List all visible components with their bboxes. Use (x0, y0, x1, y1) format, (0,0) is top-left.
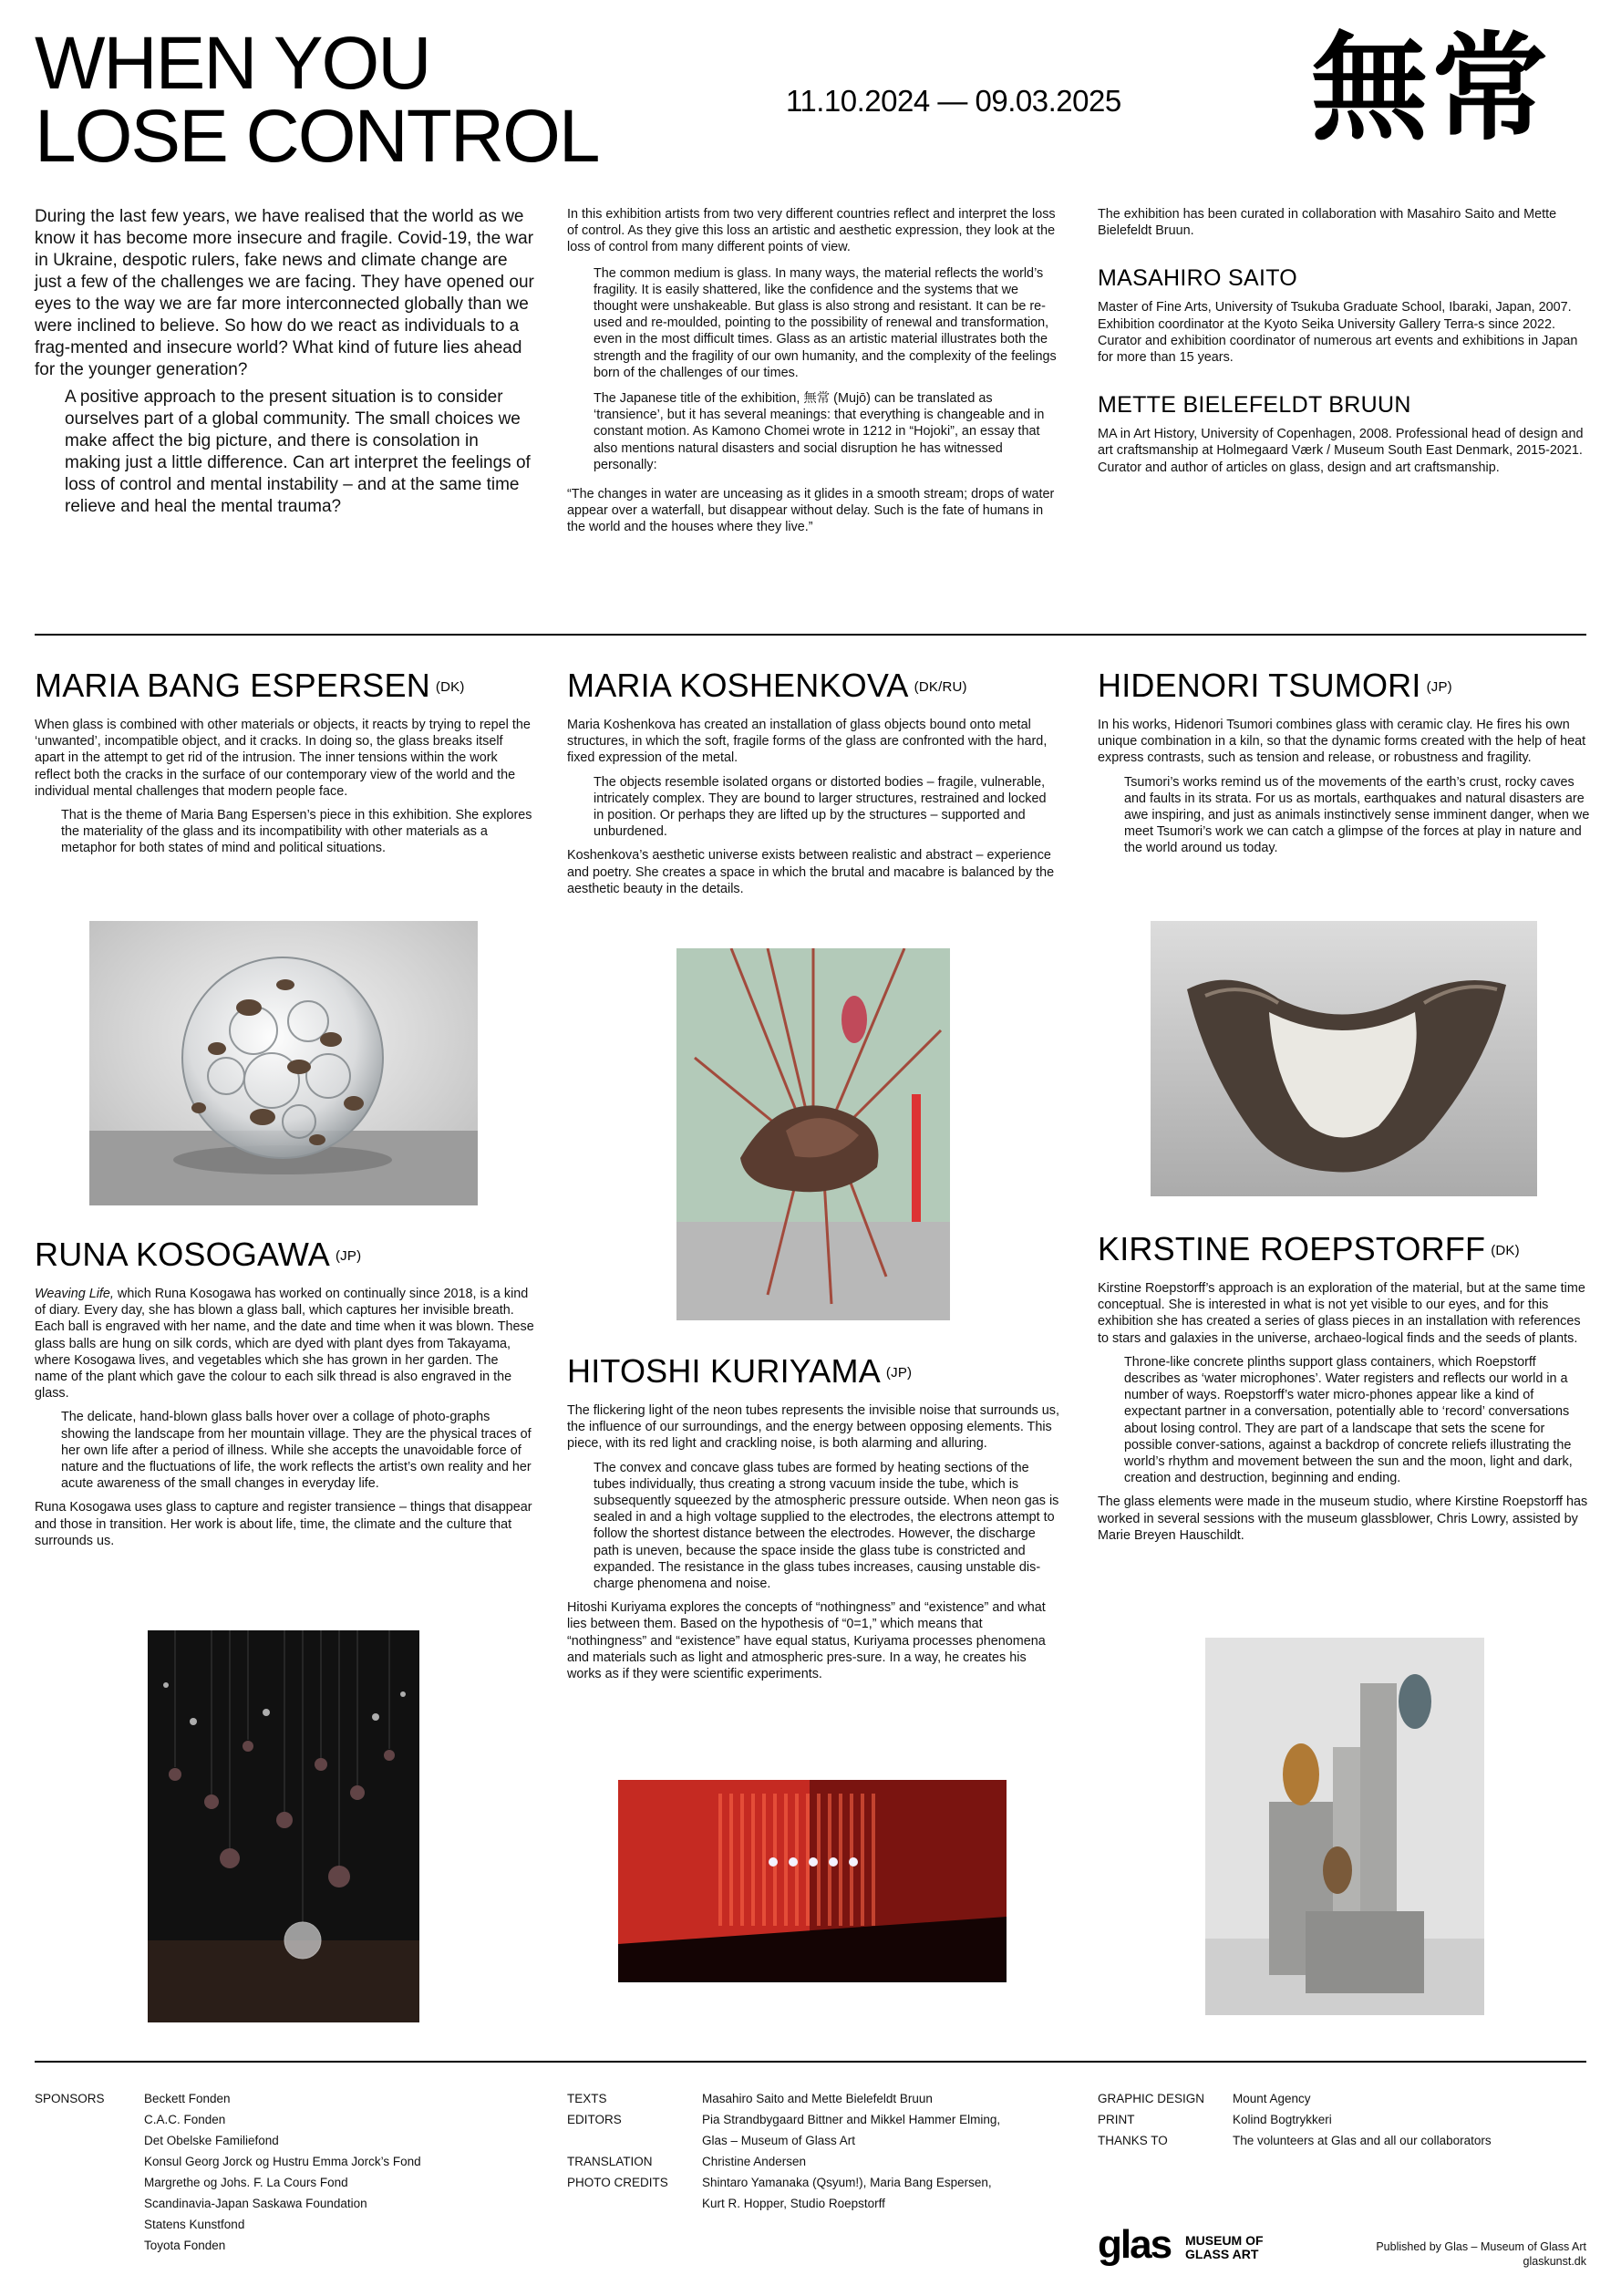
artist-roepstorff-heading (1098, 1231, 1590, 1267)
artist-kosogawa-paragraph-3: Runa Kosogawa uses glass to capture and register transience – things that disappear and those in transition. Her work is about life, time, the climate and the culture that surrounds us. (35, 1500, 532, 1548)
published-by: Published by Glas – Museum of Glass Art (1376, 2240, 1586, 2253)
photo-credits-value: Shintaro Yamanaka (Qsyum!), Maria Bang Espersen, (702, 2176, 992, 2189)
artist-kuriyama-name: HITOSHI KURIYAMA (567, 1352, 881, 1390)
artist-kosogawa-heading (35, 1236, 534, 1273)
artist-espersen-paragraph-1: When glass is combined with other materials or objects, it reacts by trying to repel the ‘unwanted’, incompatible object, and it cracks. In doing so, the glass breaks itself apart in the attempt to get rid of the intrusion. The inner tensions within the work reflect both the cracks in the surface of our contemporary view of the world and the individual mental challenges that modern people face. (35, 718, 531, 799)
texts-value: Masahiro Saito and Mette Bielefeldt Bruun (702, 2092, 933, 2105)
photo-credits-value-2: Kurt R. Hopper, Studio Roepstorff (702, 2197, 885, 2210)
intro-text (35, 206, 534, 518)
artist-roepstorff-name: KIRSTINE ROEPSTORFF (1098, 1230, 1486, 1267)
artist-roepstorff-country: (DK) (1491, 1243, 1520, 1258)
curator-saito-name: MASAHIRO SAITO (1098, 265, 1298, 292)
sponsor-item: Scandinavia-Japan Saskawa Foundation (144, 2197, 367, 2210)
translation-value: Christine Andersen (702, 2155, 807, 2168)
artist-espersen-text (35, 717, 534, 857)
hojoki-quote: “The changes in water are unceasing as it glides in a smooth stream; drops of water appear over a waterfall, but disappear without delay. Such is the fate of humans in the world and the houses where they live.” (567, 487, 1055, 535)
artist-espersen-country: (DK) (435, 679, 465, 695)
exhibition-dates: 11.10.2024 — 09.03.2025 (786, 84, 1121, 118)
sponsors-label: SPONSORS (35, 2092, 105, 2105)
artist-kuriyama (567, 1353, 1059, 1682)
exhibition-paragraph-2: The common medium is glass. In many ways, the material reflects the world’s fragility. It is easily shattered, like the confidence and the systems that we thought were unshakeable. But glass is also strong and resistant. It can be re-used and re-moulded, pointing to the possibility of renewal and transformation, even in the most difficult times. Glass as an artistic material illustrates both the strength and the fragility of our own humanity, and the complexity of the feelings born of the challenges of our times. (594, 265, 1057, 380)
footer-production (1098, 2088, 1590, 2161)
artist-roepstorff-paragraph-3: The glass elements were made in the museum studio, where Kirstine Roepstorff has worked in several sessions with the museum glassblower, Chris Lowry, assisted by Marie Breyen Hauschildt. (1098, 1494, 1588, 1543)
sponsor-item: Toyota Fonden (144, 2239, 226, 2252)
intro-paragraph-2: A positive approach to the present situation is to consider ourselves part of a global community. The small choices we make affect the big picture, and there is consolation in making just a little difference. Can art interpret the feelings of loss of control and mental instability – and at the same time relieve and heal the mental trauma? (65, 388, 531, 516)
editors-value: Pia Strandbygaard Bittner and Mikkel Hammer Elming, (702, 2113, 1001, 2126)
artist-kuriyama-heading (567, 1353, 1059, 1390)
sponsor-list (144, 2088, 421, 2256)
publisher-info (1376, 2239, 1586, 2269)
artist-tsumori-country: (JP) (1426, 679, 1452, 695)
curator-bruun-name: METTE BIELEFELDT BRUUN (1098, 392, 1411, 419)
espersen-artwork-photo (89, 921, 478, 1205)
artist-espersen-paragraph-2: That is the theme of Maria Bang Espersen’s piece in this exhibition. She explores the materiality of the glass and its incompatibility with other materials as a metaphor for both states of mind and political situations. (61, 808, 532, 856)
artist-kosogawa-country: (JP) (335, 1248, 362, 1264)
graphic-design-value: Mount Agency (1233, 2092, 1311, 2105)
artist-kosogawa-paragraph-2: The delicate, hand-blown glass balls hover over a collage of photo-graphs showing the landscape from her mountain village. They are the physical traces of her own life after a period of illness. While she accepts the unavoidable force of nature and the fluctuations of life, the work reflects the artist’s own reality and her acute awareness of the small changes in everyday life. (61, 1410, 532, 1492)
texts-label: TEXTS (567, 2092, 607, 2105)
artist-espersen-name: MARIA BANG ESPERSEN (35, 667, 430, 704)
artist-kosogawa-paragraph-1: Weaving Life, which Runa Kosogawa has worked on continually since 2018, is a kind of diary. Every day, she has blown a glass ball, which captures her invisible breath. Each ball is engraved with her name, and the date and time when it was blown. These glass balls are hung on silk cords, which are dyed with plant dyes from Takayama, where Kosogawa lives, and vegetables which she has grown in her garden. The name of the plant which gave the colour to each silk thread is also engraved in the glass. (35, 1287, 534, 1401)
thanks-value: The volunteers at Glas and all our collaborators (1233, 2134, 1492, 2147)
japanese-title: 無常 (1311, 21, 1553, 157)
sponsor-item: Konsul Georg Jorck og Hustru Emma Jorck’s Fond (144, 2155, 421, 2168)
artist-kosogawa-text (35, 1286, 534, 1549)
logo-word: glas (1098, 2222, 1172, 2267)
translation-label: TRANSLATION (567, 2155, 653, 2168)
artist-tsumori-text (1098, 717, 1590, 857)
artist-koshenkova-paragraph-2: The objects resemble isolated organs or distorted bodies – fragile, vulnerable, intricately complex. They are bound to larger structures, restrained and locked in position. Or perhaps they are lifted up by the structures – supported and unburdened. (594, 774, 1047, 840)
artist-roepstorff-text (1098, 1280, 1590, 1544)
title-line-2: LOSE CONTROL (35, 95, 599, 178)
koshenkova-artwork-photo (676, 948, 950, 1320)
website-link[interactable]: glaskunst.dk (1523, 2255, 1586, 2268)
title-line-1: WHEN YOU (35, 22, 430, 105)
artist-tsumori-heading (1098, 667, 1590, 704)
artist-koshenkova-country: (DK/RU) (914, 679, 967, 695)
sponsor-item: Margrethe og Johs. F. La Cours Fond (144, 2176, 348, 2189)
sponsor-item: Beckett Fonden (144, 2092, 231, 2105)
artist-tsumori-paragraph-1: In his works, Hidenori Tsumori combines glass with ceramic clay. He fires his own unique combination in a kiln, so that the dynamic forms created with the help of heat express contrasts, such as tension and release, or robustness and fragility. (1098, 718, 1586, 766)
footer-credits (567, 2088, 1078, 2243)
artist-koshenkova-paragraph-1: Maria Koshenkova has created an installation of glass objects bound onto metal structures, in which the soft, fragile forms of the glass are confronted with the hard, fixed expression of the metal. (567, 718, 1048, 766)
artist-kuriyama-paragraph-1: The flickering light of the neon tubes represents the invisible noise that surrounds us, the influence of our surroundings, and the energy between opposing elements. This piece, with its red light and crackling noise, is both alarming and alluring. (567, 1403, 1059, 1452)
editors-value-2: Glas – Museum of Glass Art (702, 2134, 856, 2147)
curator-saito-bio: Master of Fine Arts, University of Tsukuba Graduate School, Ibaraki, Japan, 2007. Exhibition coordinator at the Kyoto Seika University Gallery Terra-s since 2022. Curator and exhibition coordinator of numerous art events and exhibitions in Japan for more than 15 years. (1098, 300, 1578, 366)
logo-subtitle: MUSEUM OF GLASS ART (1185, 2233, 1264, 2261)
artwork-title-weaving-life: Weaving Life, (35, 1287, 114, 1301)
exhibition-title (35, 22, 599, 178)
photo-credits-label: PHOTO CREDITS (567, 2176, 668, 2189)
curators-intro: The exhibition has been curated in collaboration with Masahiro Saito and Mette Bielefeldt Bruun. (1098, 207, 1557, 239)
sponsor-item: C.A.C. Fonden (144, 2113, 226, 2126)
kosogawa-artwork-photo (148, 1630, 419, 2022)
artist-roepstorff (1098, 1231, 1590, 1544)
curators-text (1098, 206, 1590, 476)
exhibition-paragraph-1: In this exhibition artists from two very different countries reflect and interpret the loss of control. As they give this loss an artistic and aesthetic expression, they look at the loss of control from many different points of view. (567, 207, 1056, 255)
artist-koshenkova-text (567, 717, 1059, 897)
roepstorff-artwork-photo (1205, 1638, 1484, 2015)
exhibition-paragraph-3: The Japanese title of the exhibition, 無常 (Mujō) can be translated as ‘transience’, but it has several meanings: that everything is changeable and in constant motion. As Kamono Chomei wrote in 1212 in “Hojoki”, an essay that also mentions natural disasters and social disruption he has witnessed personally: (594, 391, 1045, 472)
print-value: Kolind Bogtrykkeri (1233, 2113, 1332, 2126)
artist-roepstorff-paragraph-2: Throne-like concrete plinths support glass containers, which Roepstorff describes as ‘water microphones’. Water registers and reflects our world in a number of ways. Roepstorff’s water micro-phones appear like a kind of expectant partner in a conversation, potentially able to ‘record’ conversations about losing control. They are part of a landscape that sets the scene for possible conver-sations, against a backdrop of concrete reliefs illustrating the world’s rhythm and movement between the sun and the moon, light and dark, creation and destruction, beginning and ending. (1124, 1354, 1573, 1486)
exhibition-text (567, 206, 1059, 536)
artist-tsumori-paragraph-2: Tsumori’s works remind us of the movements of the earth’s crust, rocky caves and faults in its strata. For us as mortals, earthquakes and natural disasters are awe inspiring, and just as animals instinctively sense imminent danger, when we meet Tsumori’s work we can catch a glimpse of the forces at play in nature and the world around us today. (1124, 774, 1590, 856)
artist-espersen (35, 667, 534, 857)
artist-kuriyama-country: (JP) (885, 1365, 913, 1381)
footer-sponsors (35, 2088, 527, 2289)
artist-espersen-heading (35, 667, 534, 704)
artist-kuriyama-text (567, 1402, 1059, 1682)
section-divider-top (35, 634, 1586, 636)
artist-koshenkova-name: MARIA KOSHENKOVA (567, 667, 909, 704)
artist-roepstorff-paragraph-1: Kirstine Roepstorff’s approach is an exploration of the material, but at the same time conceptual. She is interested in what is not yet visible to our eyes, and for this exhibition she has created a series of glass pieces in an installation with references to stars and galaxies in the universe, archaeo-logical finds and the seeds of plants. (1098, 1281, 1585, 1346)
tsumori-artwork-photo (1151, 921, 1537, 1196)
editors-label: EDITORS (567, 2113, 622, 2126)
graphic-design-label: GRAPHIC DESIGN (1098, 2092, 1205, 2105)
artist-koshenkova-paragraph-3: Koshenkova’s aesthetic universe exists between realistic and abstract – experience and poetry. She creates a space in which the brutal and macabre is balanced by the aesthetic beauty in the details. (567, 848, 1055, 896)
intro-paragraph-1: During the last few years, we have realised that the world as we know it has become more insecure and fragile. Covid-19, the war in Ukraine, despotic rulers, fake news and climate change are just a few of the challenges we are facing. They have opened our eyes to the way we are far more interconnected globally than we were inclined to believe. So how do we react as individuals to a frag-mented and insecure world? What kind of future lies ahead for the younger generation? (35, 207, 534, 379)
artist-koshenkova (567, 667, 1059, 897)
artist-kosogawa-name: RUNA KOSOGAWA (35, 1236, 330, 1273)
thanks-label: THANKS TO (1098, 2134, 1168, 2147)
sponsor-item: Statens Kunstfond (144, 2218, 245, 2231)
artist-koshenkova-heading (567, 667, 1059, 704)
print-label: PRINT (1098, 2113, 1135, 2126)
artist-tsumori-name: HIDENORI TSUMORI (1098, 667, 1421, 704)
section-divider-bottom (35, 2061, 1586, 2063)
artist-kuriyama-paragraph-2: The convex and concave glass tubes are formed by heating sections of the tubes individually, thus creating a strong vacuum inside the tube, which is subsequently squeezed by the atmospheric pressure outside. When neon gas is sealed in and a high voltage supplied to the electrodes, the electrons attempt to follow the shortest distance between the electrodes. However, the discharge path is uneven, because the space inside the glass tube is constricted and expanded. The resistance in the glass tubes increases, causing unstable dis-charge phenomena and noise. (594, 1460, 1059, 1592)
sponsor-item: Det Obelske Familiefond (144, 2134, 279, 2147)
artist-kuriyama-paragraph-3: Hitoshi Kuriyama explores the concepts of “nothingness” and “existence” and what lies between them. Based on the hypothesis of “0=1,” which means that “nothingness” and “existence” have equal status, Kuriyama processes phenomena and materials such as light and atmospheric pres-sure. In a way, he creates his works as if they were scientific experiments. (567, 1600, 1046, 1682)
artist-kosogawa (35, 1236, 534, 1549)
curator-bruun-bio: MA in Art History, University of Copenhagen, 2008. Professional head of design and art craftsmanship at Holmegaard Værk / Museum South East Denmark, 2015-2021. Curator and author of articles on glass, design and art craftsmanship. (1098, 427, 1584, 475)
artist-tsumori (1098, 667, 1590, 857)
kuriyama-artwork-photo (618, 1780, 1007, 1982)
